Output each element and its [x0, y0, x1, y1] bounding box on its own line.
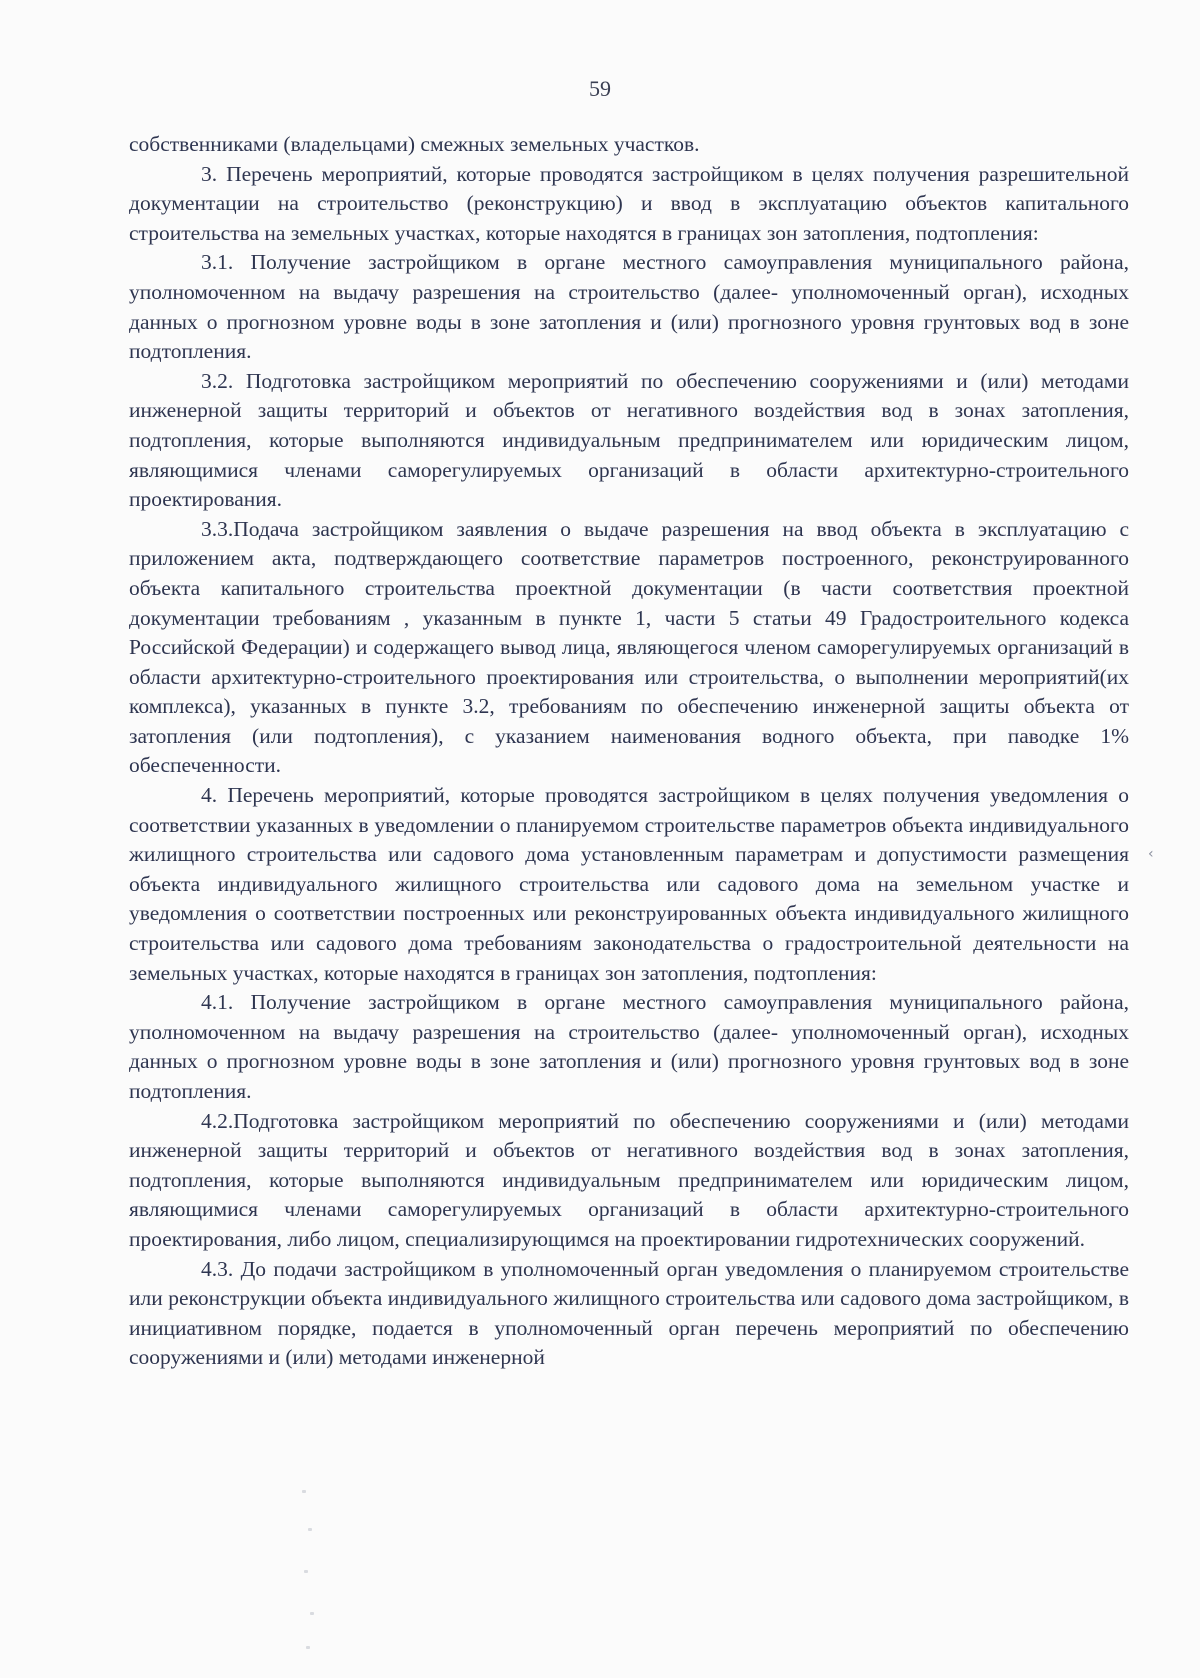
paragraph-item-3: 3. Перечень мероприятий, которые проводятся застройщиком в целях получения разрешительной документации на строительство (реконструкцию) и ввод в эксплуатацию объектов капитального строительства на земельных участках, которые находятся в границах зон затопления, подтопления: [129, 161, 1129, 245]
paragraph-item-3-3: 3.3.Подача застройщиком заявления о выдаче разрешения на ввод объекта в эксплуатацию с приложением акта, подтверждающего соответствие параметров построенного, реконструированного объекта капитального строительства проектной документации (в части соответствия проектной документации требованиям , указанным в пункте 1, части 5 статьи 49 Градостроительного кодекса Российской Федерации) и содержащего вывод лица, являющегося членом саморегулируемых организаций в области архитектурно-строительного проектирования или строительства, о выполнении мероприятий(их комплекса), указанных в пункте 3.2, требованиям по обеспечению инженерной защиты объекта от затопления (или подтопления), с указанием наименования водного объекта, при паводке 1% обеспеченности. [129, 516, 1129, 778]
paragraph-continuation: собственниками (владельцами) смежных земельных участков. [129, 132, 700, 156]
margin-scan-mark: ‹ [1148, 846, 1154, 862]
scan-speck [308, 1528, 312, 1531]
scan-artifacts [300, 1480, 320, 1660]
paragraph-item-3-1: 3.1. Получение застройщиком в органе местного самоуправления муниципального района, уполномоченном на выдачу разрешения на строительство (далее- уполномоченный орган), исходных данных о прогнозном уровне воды в зоне затопления и (или) прогнозного уровня грунтовых вод в зоне подтопления. [129, 250, 1129, 364]
paragraph-item-4: 4. Перечень мероприятий, которые проводятся застройщиком в целях получения уведомления о соответствии указанных в уведомлении о планируемом строительстве параметров объекта индивидуального жилищного строительства или садового дома установленным параметрам и допустимости размещения объекта индивидуального жилищного строительства или садового дома на земельном участке и уведомления о соответствии построенных или реконструированных объекта индивидуального жилищного строительства или садового дома требованиям законодательства о градостроительной деятельности на земельных участках, которые находятся в границах зон затопления, подтопления: [129, 783, 1129, 985]
paragraph-item-3-2: 3.2. Подготовка застройщиком мероприятий по обеспечению сооружениями и (или) методами инженерной защиты территорий и объектов от негативного воздействия вод в зонах затопления, подтопления, которые выполняются индивидуальным предпринимателем или юридическим лицом, являющимися членами саморегулируемых организаций в области архитектурно-строительного проектирования. [129, 368, 1129, 512]
paragraph-item-4-3: 4.3. До подачи застройщиком в уполномоченный орган уведомления о планируемом строительстве или реконструкции объекта индивидуального жилищного строительства или садового дома застройщиком, в инициативном порядке, подается в уполномоченный орган перечень мероприятий по обеспечению сооружениями и (или) методами инженерной [129, 1256, 1129, 1370]
paragraph-item-4-2: 4.2.Подготовка застройщиком мероприятий по обеспечению сооружениями и (или) методами инженерной защиты территорий и объектов от негативного воздействия вод в зонах затопления, подтопления, которые выполняются индивидуальным предпринимателем или юридическим лицом, являющимися членами саморегулируемых организаций в области архитектурно-строительного проектирования, либо лицом, специализирующимся на проектировании гидротехнических сооружений. [129, 1108, 1129, 1251]
scan-speck [310, 1612, 314, 1615]
scan-speck [302, 1490, 306, 1493]
scan-speck [304, 1570, 308, 1573]
paragraph-item-4-1: 4.1. Получение застройщиком в органе местного самоуправления муниципального района, уполномоченном на выдачу разрешения на строительство (далее- уполномоченный орган), исходных данных о прогнозном уровне воды в зоне затопления и (или) прогнозного уровня грунтовых вод в зоне подтопления. [129, 990, 1129, 1103]
page-number: 59 [589, 76, 611, 101]
scan-speck [306, 1646, 310, 1649]
document-body [129, 130, 1129, 1373]
